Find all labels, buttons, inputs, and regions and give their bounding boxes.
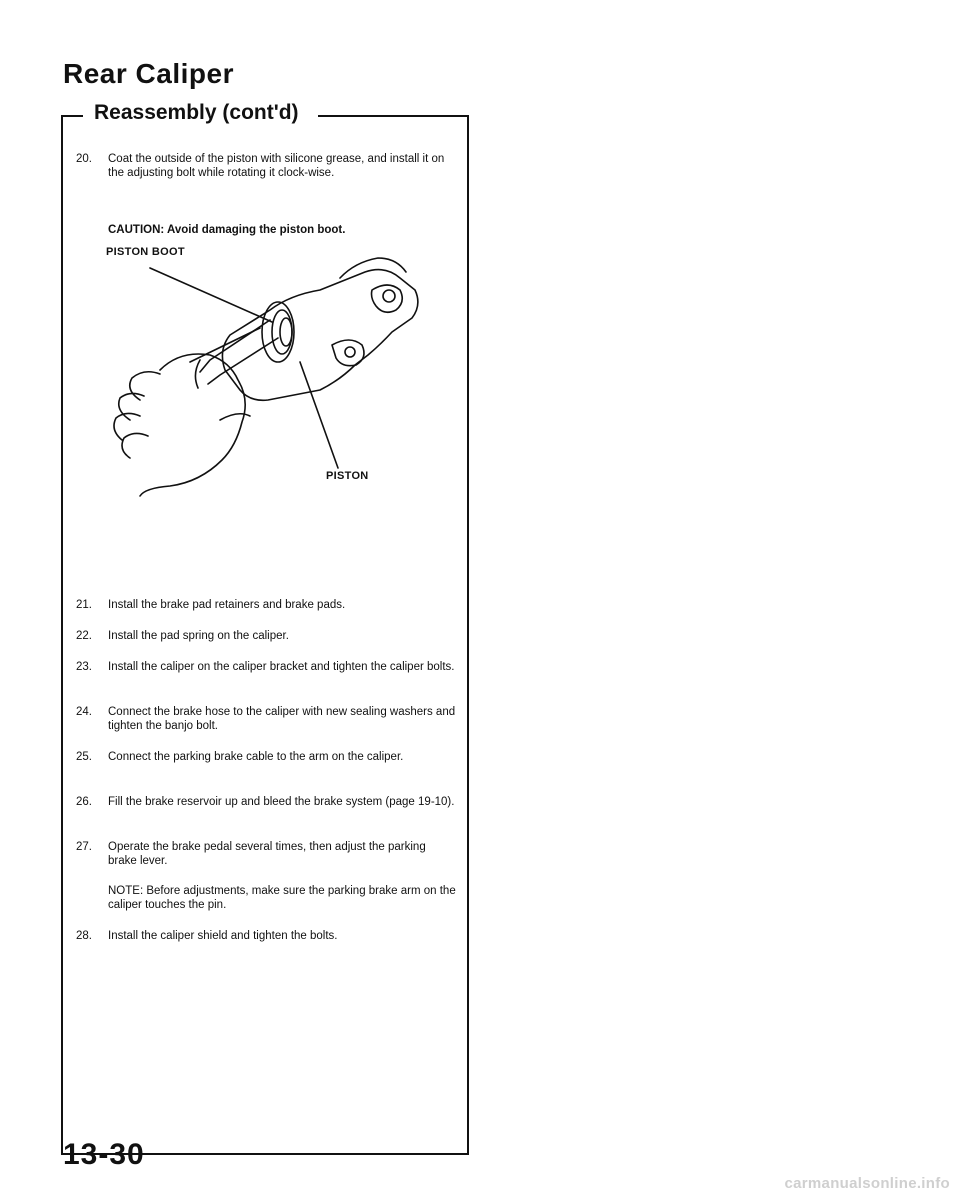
section-heading: Reassembly (cont'd) — [90, 101, 303, 125]
watermark: carmanualsonline.info — [784, 1175, 950, 1192]
step-number: 21. — [76, 599, 92, 611]
caliper-body — [222, 270, 417, 401]
step-text: Operate the brake pedal several times, then adjust the parking brake lever. — [108, 841, 426, 867]
step-text: Connect the brake hose to the caliper with new sealing washers and tighten the banjo bolt. — [108, 706, 456, 732]
page-title: Rear Caliper — [63, 58, 234, 89]
step-number: 24. — [76, 706, 92, 718]
frame-top-rule-left — [61, 115, 83, 117]
step-number: 20. — [76, 153, 92, 165]
step-number: 26. — [76, 796, 92, 808]
step-number: 28. — [76, 930, 92, 942]
frame-top-rule-right — [318, 115, 467, 117]
step-text: Install the caliper on the caliper bracket and tighten the caliper bolts. — [108, 661, 455, 673]
step-text: Install the pad spring on the caliper. — [108, 630, 289, 642]
caliper-bolt-hole — [372, 285, 403, 312]
piston-leader — [300, 362, 338, 468]
piston-boot-leader — [150, 268, 272, 322]
page-number: 13-30 — [63, 1138, 145, 1171]
step-text: Install the caliper shield and tighten the bolts. — [108, 930, 338, 942]
step-text: Coat the outside of the piston with silicone grease, and install it on the adjusting bolt while rotating it clock-wise. — [108, 153, 445, 179]
step-number: 25. — [76, 751, 92, 763]
label-piston-boot: PISTON BOOT — [106, 246, 185, 258]
caution-text: CAUTION: Avoid damaging the piston boot. — [108, 224, 346, 236]
step-text: Install the brake pad retainers and brake pads. — [108, 599, 346, 611]
step-number: 23. — [76, 661, 92, 673]
step-text: Fill the brake reservoir up and bleed the brake system (page 19-10). — [108, 796, 455, 808]
note-text: NOTE: Before adjustments, make sure the parking brake arm on the caliper touches the pin. — [108, 885, 456, 911]
step-text: Connect the parking brake cable to the arm on the caliper. — [108, 751, 404, 763]
caliper-piston-illustration — [100, 250, 430, 510]
step-number: 27. — [76, 841, 92, 853]
label-piston: PISTON — [326, 470, 369, 482]
caution-note — [108, 224, 345, 236]
piston — [280, 318, 292, 346]
step-number: 22. — [76, 630, 92, 642]
